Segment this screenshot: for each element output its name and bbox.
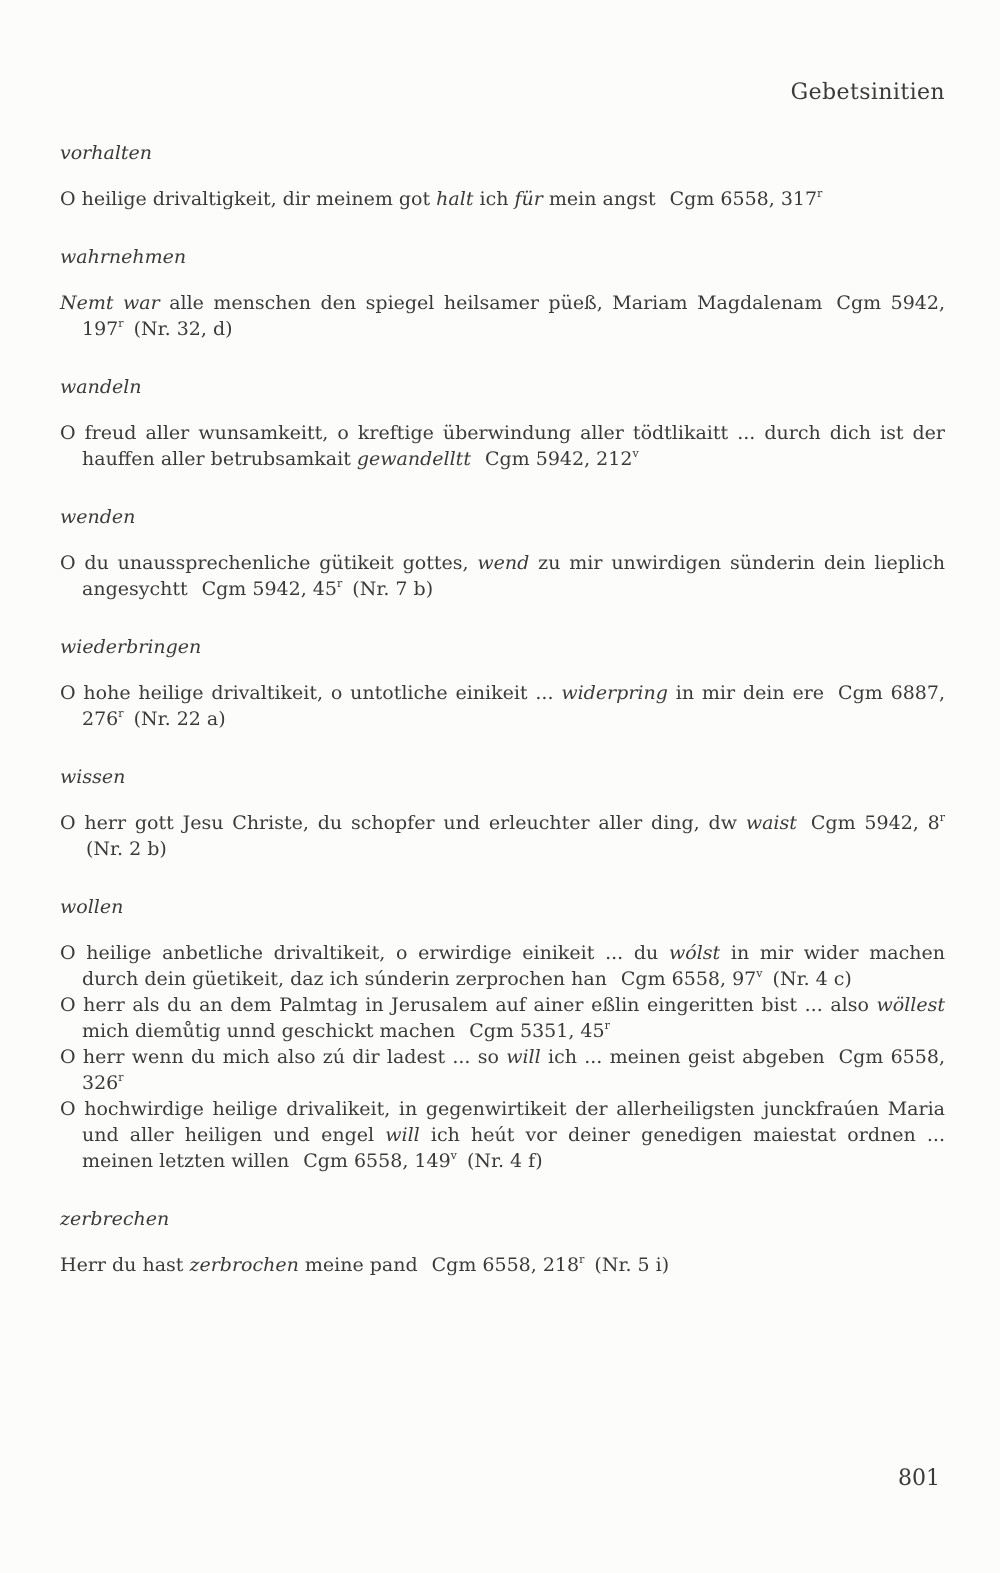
entry-number: (Nr. 4 c) — [772, 968, 852, 990]
folio-side: r — [604, 1019, 610, 1032]
shelfmark: Cgm 5942, 197 — [82, 292, 946, 340]
entry-number: (Nr. 2 b) — [86, 838, 167, 860]
shelfmark: Cgm 5942, 45 — [201, 578, 337, 600]
keyword-italic: waist — [745, 812, 797, 834]
prayer-incipit — [60, 940, 945, 992]
shelfmark: Cgm 5942, 8 — [810, 812, 940, 834]
entry-number: (Nr. 5 i) — [594, 1254, 670, 1276]
lemma-heading: wahrnehmen — [60, 246, 187, 268]
prayer-incipit — [60, 992, 945, 1044]
folio-side: r — [336, 577, 343, 590]
incipit-text: O hochwirdige heilige drivalikeit, in gegenwirtikeit der allerheiligsten junckfraúen Maria und aller heiligen und engel — [60, 1098, 945, 1146]
incipit-text: zu mir unwirdigen sünderin dein lieplich angesychtt — [82, 552, 945, 600]
manuscript-reference — [621, 968, 763, 990]
manuscript-reference — [303, 1150, 457, 1172]
lemma-heading: wollen — [60, 896, 124, 918]
shelfmark: Cgm 6558, 326 — [82, 1046, 945, 1094]
shelfmark: Cgm 6887, 276 — [82, 682, 945, 730]
folio-side: r — [118, 707, 124, 720]
folio-side: v — [632, 447, 639, 460]
keyword-italic: widerpring — [561, 682, 668, 704]
manuscript-reference — [811, 812, 945, 834]
incipit-text: O hohe heilige drivaltikeit, o untotliche einikeit ... — [60, 682, 562, 704]
index-section — [60, 634, 945, 732]
folio-side: r — [579, 1253, 585, 1266]
incipit-text: alle menschen den spiegel heilsamer püeß, Mariam Magdalenam — [159, 292, 823, 314]
prayer-incipit — [60, 1252, 945, 1278]
folio-side: v — [756, 967, 763, 980]
keyword-italic: will — [506, 1046, 541, 1068]
incipit-text: O du unaussprechenliche gütikeit gottes, — [60, 552, 478, 574]
incipit-text: in mir dein ere — [667, 682, 825, 704]
shelfmark: Cgm 5351, 45 — [469, 1020, 605, 1042]
entry-number: (Nr. 22 a) — [133, 708, 226, 730]
shelfmark: Cgm 6558, 97 — [620, 968, 757, 990]
incipit-text: ich heút vor deiner genedigen maiestat ordnen ... meinen letzten willen — [82, 1124, 945, 1172]
keyword-italic: will — [385, 1124, 420, 1146]
incipit-text: Herr du hast — [60, 1254, 190, 1276]
shelfmark: Cgm 6558, 218 — [431, 1254, 580, 1276]
keyword-italic: wend — [477, 552, 530, 574]
prayer-incipit — [60, 186, 945, 212]
lemma-heading: wiederbringen — [60, 636, 202, 658]
keyword-italic: zerbrochen — [189, 1254, 299, 1276]
lemma-heading: wenden — [60, 506, 136, 528]
incipit-text: O freud aller wunsamkeitt, o kreftige überwindung aller tödtlikaitt ... durch dich ist der hauffen aller betrubsamkait — [60, 422, 945, 470]
keyword-italic: halt — [436, 188, 474, 210]
incipit-text: O heilige drivaltigkeit, dir meinem got — [60, 188, 437, 210]
prayer-incipit — [60, 1044, 945, 1096]
incipit-text: O herr gott Jesu Christe, du schopfer und erleuchter aller ding, dw — [60, 812, 746, 834]
prayer-incipit — [60, 420, 945, 472]
keyword-italic: wöllest — [876, 994, 945, 1016]
incipit-text: ich — [473, 188, 515, 210]
prayer-incipit — [60, 1096, 945, 1174]
folio-side: r — [118, 317, 124, 330]
page-number: 801 — [898, 1466, 940, 1491]
prayer-incipit — [60, 550, 945, 602]
prayer-incipit — [60, 680, 945, 732]
keyword-italic: wólst — [669, 942, 721, 964]
index-section — [60, 140, 945, 212]
entry-number: (Nr. 4 f) — [466, 1150, 543, 1172]
incipit-text: ich ... meinen geist abgeben — [540, 1046, 825, 1068]
manuscript-reference — [670, 188, 823, 210]
keyword-italic: für — [514, 188, 543, 210]
manuscript-reference — [469, 1020, 610, 1042]
index-section — [60, 244, 945, 342]
shelfmark: Cgm 6558, 149 — [303, 1150, 451, 1172]
index-section — [60, 894, 945, 1174]
manuscript-reference — [485, 448, 639, 470]
shelfmark: Cgm 6558, 317 — [669, 188, 818, 210]
index-section — [60, 1206, 945, 1278]
incipit-text: mein angst — [542, 188, 656, 210]
index-section — [60, 504, 945, 602]
incipit-text: O heilige anbetliche drivaltikeit, o erwirdige einikeit ... du — [60, 942, 669, 964]
keyword-italic: gewandelltt — [356, 448, 471, 470]
manuscript-reference — [202, 578, 343, 600]
lemma-heading: zerbrechen — [60, 1208, 170, 1230]
manuscript-reference — [432, 1254, 585, 1276]
entry-number: (Nr. 7 b) — [352, 578, 434, 600]
folio-side: r — [118, 1071, 124, 1084]
keyword-italic: Nemt war — [60, 292, 160, 314]
incipit-text: meine pand — [298, 1254, 418, 1276]
lemma-heading: wandeln — [60, 376, 142, 398]
incipit-text: O herr wenn du mich also zú dir ladest ... so — [60, 1046, 507, 1068]
folio-side: r — [939, 811, 946, 824]
folio-side: r — [817, 187, 823, 200]
lemma-heading: wissen — [60, 766, 126, 788]
entry-number: (Nr. 32, d) — [133, 318, 233, 340]
lemma-heading: vorhalten — [60, 142, 153, 164]
incipit-text: in mir wider machen durch dein güetikeit, daz ich súnderin zerprochen han — [82, 942, 945, 990]
folio-side: v — [450, 1149, 457, 1162]
index-section — [60, 374, 945, 472]
running-head: Gebetsinitien — [790, 80, 945, 105]
index-section — [60, 764, 945, 862]
incipit-text: mich diemůtig unnd geschickt machen — [82, 1020, 456, 1042]
prayer-incipit — [60, 290, 945, 342]
shelfmark: Cgm 5942, 212 — [484, 448, 633, 470]
prayer-incipit — [60, 810, 945, 862]
incipit-text: O herr als du an dem Palmtag in Jerusalem auf ainer eßlin eingeritten bist ... also — [60, 994, 877, 1016]
index-content — [60, 140, 945, 1310]
